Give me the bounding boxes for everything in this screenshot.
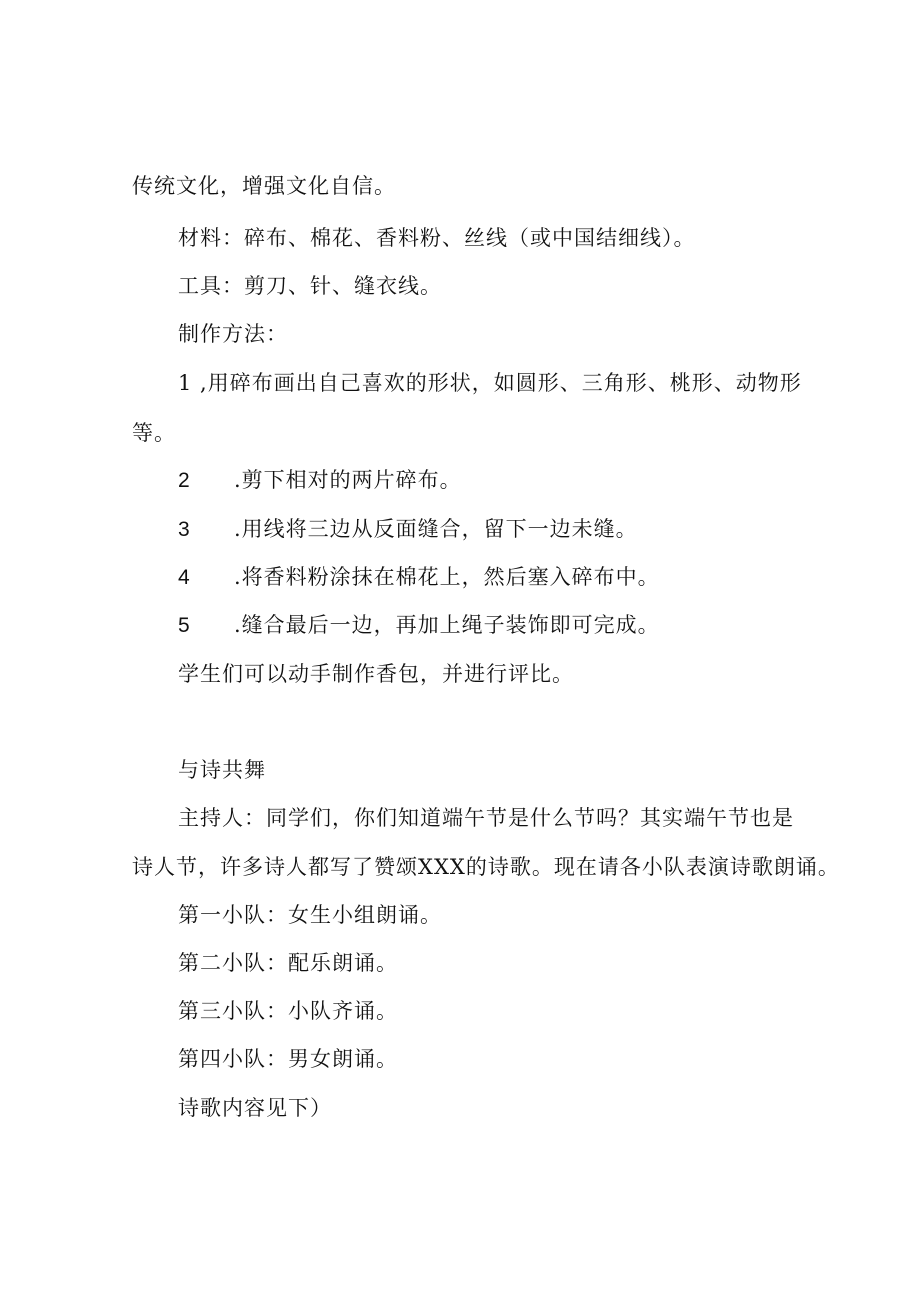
section-heading: 与诗共舞 bbox=[178, 758, 266, 782]
activity-line: 学生们可以动手制作香包，并进行评比。 bbox=[178, 662, 574, 686]
step-text: .用线将三边从反面缝合，留下一边未缝。 bbox=[234, 517, 638, 541]
poem-note: 诗歌内容见下） bbox=[178, 1096, 332, 1120]
step-number: 5 bbox=[178, 614, 190, 637]
step-number: 3 bbox=[178, 518, 190, 541]
step-text: .剪下相对的两片碎布。 bbox=[234, 468, 462, 492]
host-line: 主持人：同学们，你们知道端午节是什么节吗？其实端午节也是 bbox=[178, 806, 794, 830]
team-line: 第三小队：小队齐诵。 bbox=[178, 999, 398, 1023]
step-text: .缝合最后一边，再加上绳子装饰即可完成。 bbox=[234, 613, 660, 637]
team-line: 第一小队：女生小组朗诵。 bbox=[178, 903, 442, 927]
tools-line: 工具：剪刀、针、缝衣线。 bbox=[178, 274, 442, 298]
step-item bbox=[178, 567, 660, 588]
step-1-line: 1 ,用碎布画出自己喜欢的形状，如圆形、三角形、桃形、动物形 bbox=[178, 371, 802, 395]
paragraph-line: 传统文化，增强文化自信。 bbox=[132, 174, 396, 198]
team-line: 第二小队：配乐朗诵。 bbox=[178, 951, 398, 975]
team-line: 第四小队：男女朗诵。 bbox=[178, 1047, 398, 1071]
materials-line: 材料：碎布、棉花、香料粉、丝线（或中国结细线）。 bbox=[178, 226, 696, 250]
step-text: .将香料粉涂抹在棉花上，然后塞入碎布中。 bbox=[234, 565, 660, 589]
step-item bbox=[178, 615, 660, 636]
step-item bbox=[178, 470, 462, 491]
step-number: 2 bbox=[178, 469, 190, 492]
host-continuation: 诗人节，许多诗人都写了赞颂XXX的诗歌。现在请各小队表演诗歌朗诵。 bbox=[132, 855, 840, 879]
step-1-continuation: 等。 bbox=[132, 421, 176, 445]
step-number: 4 bbox=[178, 566, 190, 589]
step-item bbox=[178, 519, 638, 540]
method-heading: 制作方法： bbox=[178, 322, 288, 346]
